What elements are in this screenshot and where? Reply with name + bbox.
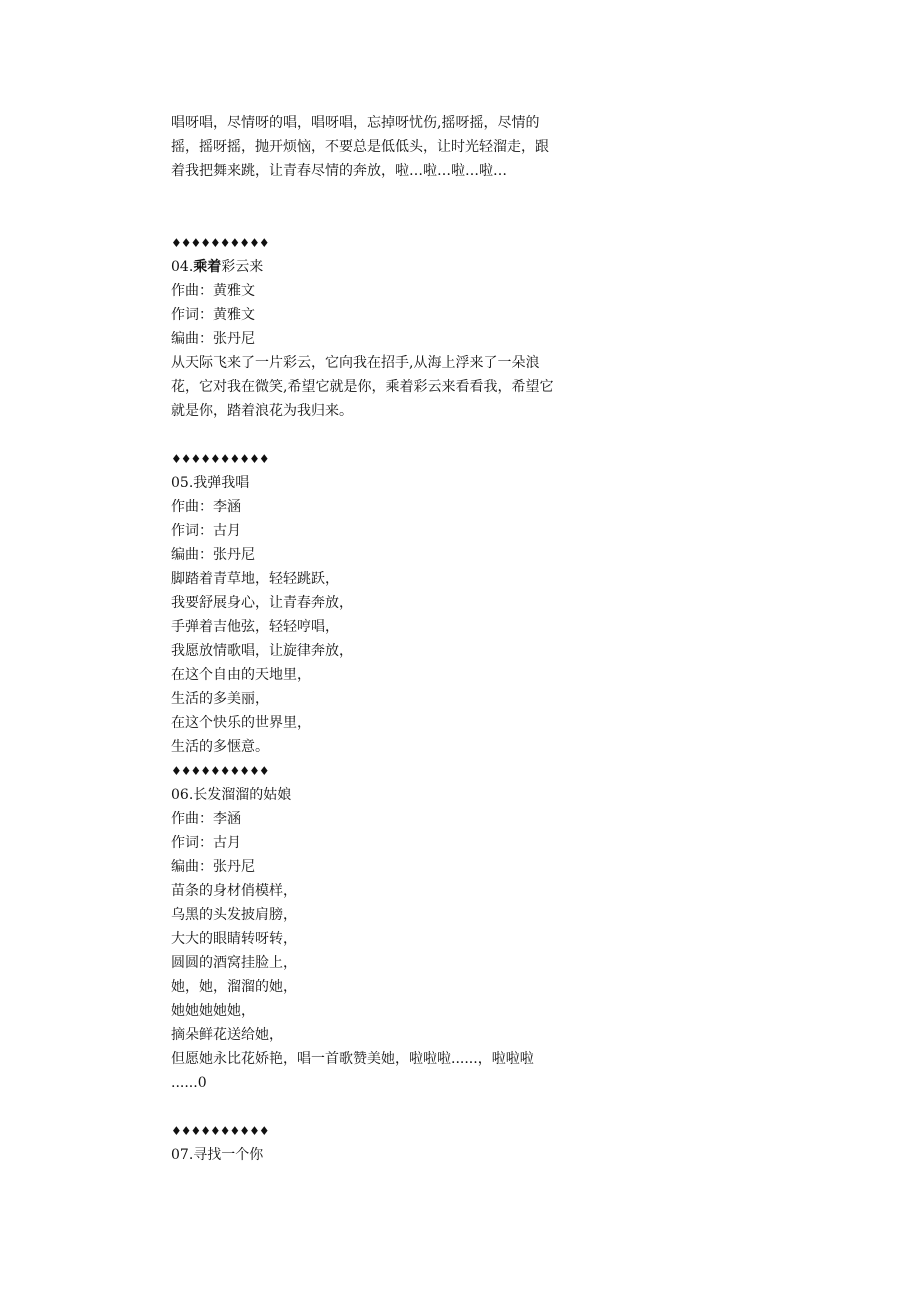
song-04 <box>171 231 596 423</box>
composer-credit: 作曲：黄雅文 <box>171 283 255 299</box>
composer-credit: 作曲：李涵 <box>171 811 241 827</box>
composer-credit: 作曲：李涵 <box>171 499 241 515</box>
lyric-line: 在这个自由的天地里， <box>171 667 311 683</box>
song-title <box>171 1143 596 1167</box>
song-title <box>171 471 596 495</box>
intro-lyrics <box>171 111 596 183</box>
spacer <box>171 423 596 447</box>
lyric-line: 她，她，溜溜的她， <box>171 979 297 995</box>
lyricist-credit: 作词：古月 <box>171 523 241 539</box>
song-title-rest: 彩云来 <box>221 259 264 275</box>
song-06 <box>171 759 596 1095</box>
lyric-line: 从天际飞来了一片彩云，它向我在招手,从海上浮来了一朵浪 <box>171 355 540 371</box>
lyric-line: 我愿放情歌唱，让旋律奔放， <box>171 643 353 659</box>
song-number: 05. <box>171 475 194 491</box>
spacer <box>171 1095 596 1119</box>
document-page <box>171 111 596 1167</box>
lyric-line: 圆圆的酒窝挂脸上， <box>171 955 297 971</box>
song-title-bold: 乘着 <box>193 259 222 275</box>
spacer <box>171 183 596 231</box>
song-07 <box>171 1119 596 1167</box>
diamond-separator: ♦♦♦♦♦♦♦♦♦♦ <box>171 764 269 778</box>
lyric-line: 但愿她永比花娇艳，唱一首歌赞美她，啦啦啦......，啦啦啦 <box>171 1051 534 1067</box>
diamond-separator: ♦♦♦♦♦♦♦♦♦♦ <box>171 236 269 250</box>
song-title-rest: 我弹我唱 <box>193 475 250 491</box>
lyric-line: 苗条的身材俏模样， <box>171 883 297 899</box>
lyric-line: 大大的眼睛转呀转， <box>171 931 297 947</box>
lyric-line: 她她她她她， <box>171 1003 255 1019</box>
song-title-rest: 长发溜溜的姑娘 <box>193 787 292 803</box>
lyric-line: 脚踏着青草地，轻轻跳跃， <box>171 571 339 587</box>
arranger-credit: 编曲：张丹尼 <box>171 547 255 563</box>
lyric-line: ......0 <box>171 1075 207 1091</box>
song-title <box>171 255 596 279</box>
lyric-line: 摘朵鲜花送给她， <box>171 1027 283 1043</box>
diamond-separator: ♦♦♦♦♦♦♦♦♦♦ <box>171 452 269 466</box>
song-05 <box>171 447 596 759</box>
lyric-line: 手弹着吉他弦，轻轻哼唱， <box>171 619 339 635</box>
song-number: 06. <box>171 787 194 803</box>
diamond-separator: ♦♦♦♦♦♦♦♦♦♦ <box>171 1124 269 1138</box>
lyric-line: 摇，摇呀摇，抛开烦恼，不要总是低低头，让时光轻溜走，跟 <box>171 139 549 155</box>
lyric-line: 我要舒展身心，让青春奔放， <box>171 595 353 611</box>
arranger-credit: 编曲：张丹尼 <box>171 331 255 347</box>
lyric-line: 乌黑的头发披肩膀， <box>171 907 297 923</box>
lyric-line: 花，它对我在微笑,希望它就是你，乘着彩云来看看我，希望它 <box>171 379 554 395</box>
song-number: 07. <box>171 1147 194 1163</box>
song-number: 04. <box>171 259 194 275</box>
song-title <box>171 783 596 807</box>
arranger-credit: 编曲：张丹尼 <box>171 859 255 875</box>
song-title-rest: 寻找一个你 <box>193 1147 264 1163</box>
lyric-line: 就是你，踏着浪花为我归来。 <box>171 403 353 419</box>
lyric-line: 生活的多惬意。 <box>171 739 269 755</box>
lyricist-credit: 作词：黄雅文 <box>171 307 255 323</box>
lyric-line: 着我把舞来跳，让青春尽情的奔放，啦…啦…啦…啦… <box>171 163 507 179</box>
lyric-line: 唱呀唱，尽情呀的唱，唱呀唱，忘掉呀忧伤,摇呀摇，尽情的 <box>171 115 540 131</box>
lyric-line: 在这个快乐的世界里， <box>171 715 311 731</box>
lyric-line: 生活的多美丽， <box>171 691 269 707</box>
lyricist-credit: 作词：古月 <box>171 835 241 851</box>
